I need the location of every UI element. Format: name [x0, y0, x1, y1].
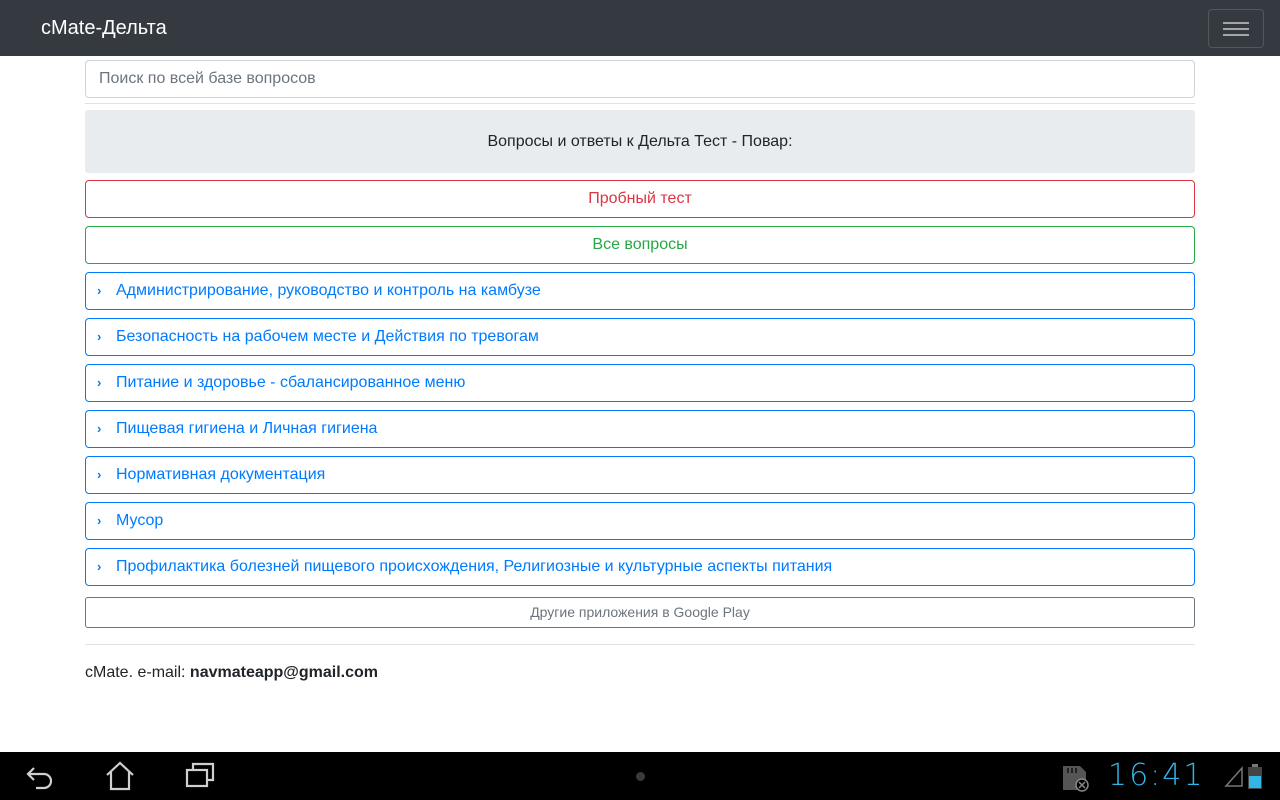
chevron-right-icon: ›	[97, 375, 102, 390]
category-safety[interactable]	[85, 318, 1195, 356]
category-label: Безопасность на рабочем месте и Действия по тревогам	[116, 328, 539, 345]
category-label: Администрирование, руководство и контроль на камбузе	[116, 282, 541, 299]
chevron-right-icon: ›	[97, 283, 102, 298]
back-icon[interactable]	[24, 760, 56, 792]
sd-card-icon	[1060, 764, 1090, 792]
email-link[interactable]: navmateapp@gmail.com	[189, 664, 379, 681]
chevron-right-icon: ›	[97, 513, 102, 528]
recent-apps-icon[interactable]	[184, 760, 216, 792]
category-label: Профилактика болезней пищевого происхождения, Религиозные и культурные аспекты питания	[116, 558, 833, 575]
category-garbage[interactable]	[85, 502, 1195, 540]
category-administration[interactable]	[85, 272, 1195, 310]
home-icon[interactable]	[104, 760, 136, 792]
other-apps-button[interactable]: Другие приложения в Google Play	[85, 597, 1195, 628]
category-nutrition[interactable]	[85, 364, 1195, 402]
divider	[85, 644, 1195, 645]
category-disease-prevention[interactable]	[85, 548, 1195, 586]
navbar	[0, 0, 1280, 56]
category-label: Нормативная документация	[116, 466, 326, 483]
all-questions-button[interactable]: Все вопросы	[85, 226, 1195, 264]
app-brand[interactable]: cMate-Дельта	[41, 17, 167, 39]
chevron-right-icon: ›	[97, 421, 102, 436]
category-regulations[interactable]	[85, 456, 1195, 494]
category-hygiene[interactable]	[85, 410, 1195, 448]
search-input[interactable]: Поиск по всей базе вопросов	[85, 60, 1195, 98]
signal-icon	[1224, 764, 1244, 788]
category-label: Пищевая гигиена и Личная гигиена	[116, 420, 378, 437]
chevron-right-icon: ›	[97, 329, 102, 344]
home-indicator-dot	[636, 772, 645, 781]
chevron-right-icon: ›	[97, 559, 102, 574]
divider	[85, 103, 1195, 104]
clock: 16:41	[1108, 758, 1205, 793]
page-title: Вопросы и ответы к Дельта Тест - Повар:	[85, 110, 1195, 173]
footer-prefix: cMate. e-mail:	[85, 664, 190, 681]
footer	[85, 663, 378, 683]
chevron-right-icon: ›	[97, 467, 102, 482]
category-label: Мусор	[116, 512, 164, 529]
category-label: Питание и здоровье - сбалансированное меню	[116, 374, 466, 391]
battery-icon	[1247, 764, 1263, 790]
hamburger-menu-icon[interactable]	[1208, 9, 1264, 48]
trial-test-button[interactable]: Пробный тест	[85, 180, 1195, 218]
